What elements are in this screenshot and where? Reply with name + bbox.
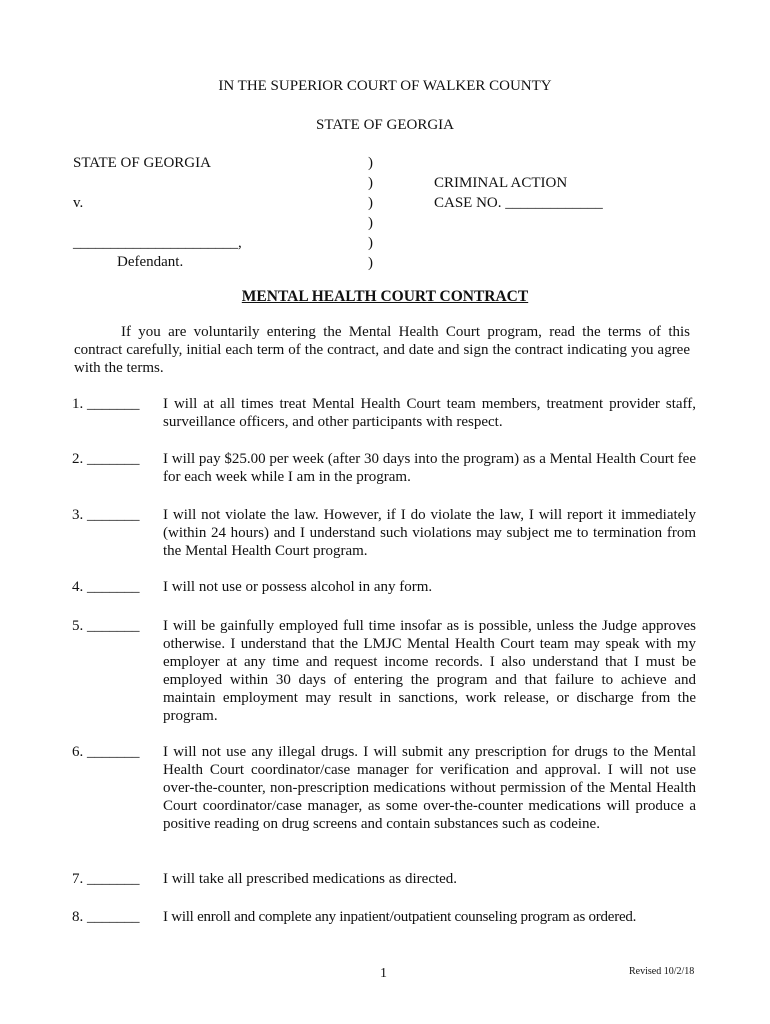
term-initial-blank: 1. _______ [72, 396, 140, 412]
term-text: I will take all prescribed medications as directed. [163, 871, 458, 887]
criminal-action-label: CRIMINAL ACTION [434, 175, 568, 191]
contract-term [72, 870, 696, 888]
versus-label: v. [73, 195, 84, 211]
term-text: I will at all times treat Mental Health Court team members, treatment provider staff, surveillance officers, and other participants with respect. [163, 396, 696, 430]
plaintiff-name: STATE OF GEORGIA [73, 155, 211, 171]
case-number-field: CASE NO. _____________ [434, 195, 603, 211]
term-initial-blank: 6. _______ [72, 744, 140, 760]
caption-paren: ) [368, 255, 373, 271]
defendant-label: Defendant. [117, 254, 184, 270]
contract-term [72, 506, 696, 560]
contract-term [72, 578, 696, 596]
term-initial-blank: 2. _______ [72, 451, 140, 467]
contract-term [72, 450, 696, 486]
contract-term [72, 908, 696, 926]
term-initial-blank: 4. _______ [72, 579, 140, 595]
term-initial-blank: 8. _______ [72, 909, 140, 925]
revision-date: Revised 10/2/18 [629, 966, 695, 977]
state-heading: STATE OF GEORGIA [316, 117, 454, 133]
term-initial-blank: 7. _______ [72, 871, 140, 887]
term-text: I will not use or possess alcohol in any form. [163, 579, 433, 595]
term-initial-blank: 3. _______ [72, 507, 140, 523]
term-text: I will enroll and complete any inpatient/outpatient counseling program as ordered. [163, 909, 637, 925]
defendant-blank: ______________________, [73, 235, 242, 251]
term-text: I will not use any illegal drugs. I will submit any prescription for drugs to the Mental Health Court coordinator/case manager for verification and approval. I will not use over-the-counter, non-prescription medications without permission of the Mental Health Court coordinator/case manager, as some over-the-counter medications will produce a positive reading on drug screens and contain substances such as codeine. [163, 744, 696, 832]
term-initial-blank: 5. _______ [72, 618, 140, 634]
caption-paren: ) [368, 175, 373, 191]
term-text: I will be gainfully employed full time insofar as is possible, unless the Judge approves otherwise. I understand that the LMJC Mental Health Court team may speak with my employer at any time and request income records. I also understand that I must be employed within 30 days of entering the program and that failure to achieve and maintain employment may result in sanctions, work release, or discharge from the program. [163, 618, 696, 724]
contract-term [72, 395, 696, 431]
caption-paren: ) [368, 235, 373, 251]
intro-paragraph: If you are voluntarily entering the Mental Health Court program, read the terms of this contract carefully, initial each term of the contract, and date and sign the contract indicating you agree with the terms. [74, 324, 690, 376]
term-text: I will not violate the law. However, if I do violate the law, I will report it immediately (within 24 hours) and I understand such violations may subject me to termination from the Mental Health Court program. [163, 507, 696, 559]
term-text: I will pay $25.00 per week (after 30 days into the program) as a Mental Health Court fee for each week while I am in the program. [163, 451, 696, 485]
contract-term [72, 743, 696, 833]
caption-paren: ) [368, 195, 373, 211]
caption-paren: ) [368, 215, 373, 231]
caption-paren: ) [368, 155, 373, 171]
page-number: 1 [380, 966, 387, 981]
contract-title: MENTAL HEALTH COURT CONTRACT [241, 288, 529, 305]
contract-term [72, 617, 696, 725]
court-heading: IN THE SUPERIOR COURT OF WALKER COUNTY [218, 78, 552, 94]
